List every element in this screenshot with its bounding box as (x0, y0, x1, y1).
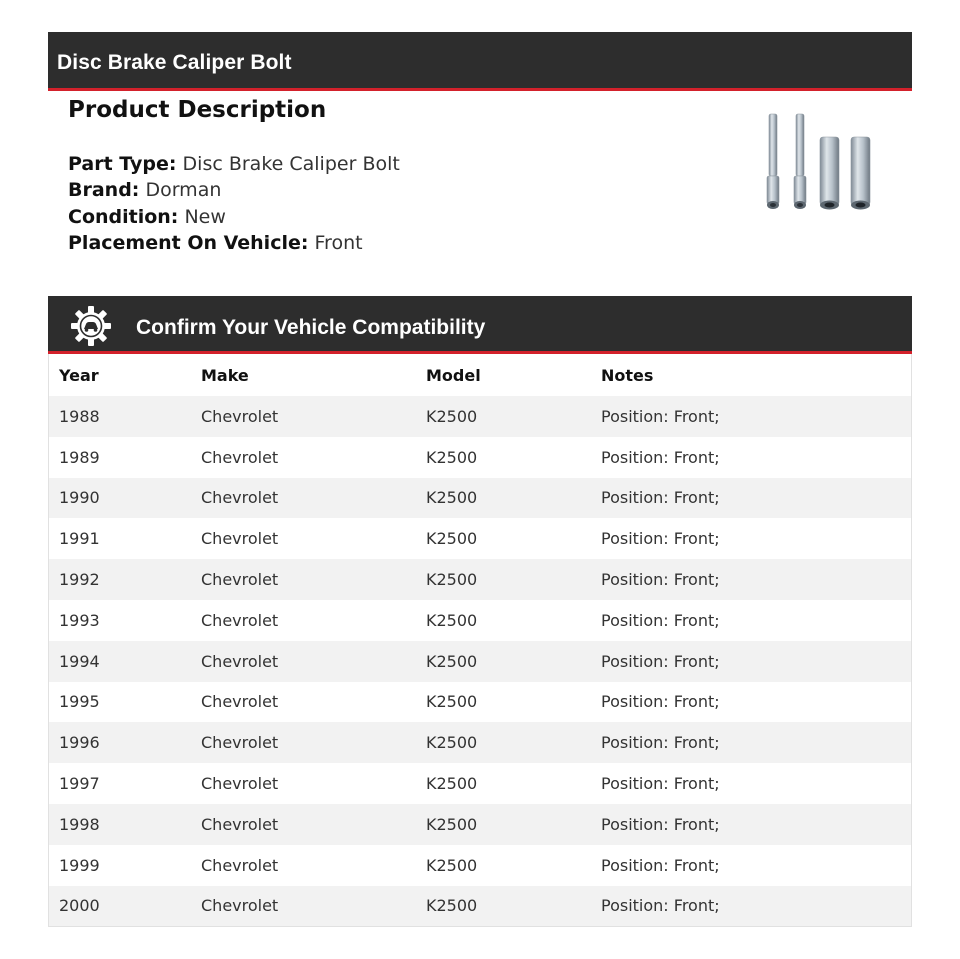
product-title-bar (48, 32, 912, 91)
cell-year: 1991 (59, 529, 100, 549)
cell-model: K2500 (426, 570, 478, 590)
table-body (49, 396, 911, 926)
cell-year: 1996 (59, 733, 100, 753)
cell-model: K2500 (426, 814, 478, 834)
cell-model: K2500 (426, 855, 478, 875)
cell-year: 1993 (59, 610, 100, 630)
cell-model: K2500 (426, 692, 478, 712)
table-row (49, 437, 911, 478)
table-row (49, 478, 911, 519)
table-row (49, 641, 911, 682)
spec-value: New (184, 205, 226, 228)
gear-car-icon (70, 305, 112, 347)
cell-notes: Position: Front; (601, 896, 720, 916)
spec-label: Condition: (68, 205, 179, 228)
cell-make: Chevrolet (201, 529, 279, 549)
description-heading: Product Description (68, 97, 327, 123)
spec-part-type (68, 151, 400, 177)
cell-model: K2500 (426, 774, 478, 794)
cell-make: Chevrolet (201, 814, 279, 834)
spec-list (68, 151, 400, 256)
cell-year: 1988 (59, 406, 100, 426)
table-row (49, 804, 911, 845)
cell-notes: Position: Front; (601, 529, 720, 549)
table-row (49, 763, 911, 804)
cell-notes: Position: Front; (601, 570, 720, 590)
table-row (49, 600, 911, 641)
table-row (49, 722, 911, 763)
cell-model: K2500 (426, 651, 478, 671)
table-row (49, 396, 911, 437)
spec-label: Part Type: (68, 153, 177, 175)
cell-notes: Position: Front; (601, 488, 720, 508)
cell-make: Chevrolet (201, 692, 279, 712)
table-header-row (49, 354, 911, 396)
cell-year: 1995 (59, 692, 100, 712)
cell-year: 1999 (59, 855, 100, 875)
cell-make: Chevrolet (201, 406, 279, 426)
cell-notes: Position: Front; (601, 610, 720, 630)
cell-make: Chevrolet (201, 733, 279, 753)
cell-model: K2500 (426, 896, 478, 916)
spec-label: Placement On Vehicle: (68, 231, 309, 254)
cell-year: 1998 (59, 814, 100, 834)
product-title: Disc Brake Caliper Bolt (57, 51, 292, 74)
bolt-long-1 (767, 114, 779, 209)
column-header-notes: Notes (601, 365, 654, 385)
cell-make: Chevrolet (201, 774, 279, 794)
cell-year: 1989 (59, 447, 100, 467)
table-row (49, 559, 911, 600)
spec-brand (68, 177, 400, 203)
cell-make: Chevrolet (201, 610, 279, 630)
cell-notes: Position: Front; (601, 447, 720, 467)
cell-make: Chevrolet (201, 896, 279, 916)
bolt-long-2 (794, 114, 806, 209)
spec-condition (68, 204, 400, 230)
cell-notes: Position: Front; (601, 814, 720, 834)
cell-year: 1994 (59, 651, 100, 671)
cell-model: K2500 (426, 447, 478, 467)
cell-notes: Position: Front; (601, 406, 720, 426)
table-row (49, 886, 911, 927)
column-header-year: Year (59, 365, 99, 385)
sleeve-2 (851, 137, 870, 210)
table-row (49, 845, 911, 886)
sleeve-1 (820, 137, 839, 210)
column-header-make: Make (201, 365, 249, 385)
cell-make: Chevrolet (201, 447, 279, 467)
column-header-model: Model (426, 365, 481, 385)
compatibility-title: Confirm Your Vehicle Compatibility (136, 316, 486, 339)
compatibility-table (48, 354, 912, 927)
cell-make: Chevrolet (201, 570, 279, 590)
cell-model: K2500 (426, 610, 478, 630)
cell-notes: Position: Front; (601, 774, 720, 794)
spec-value: Dorman (145, 179, 222, 202)
table-row (49, 518, 911, 559)
cell-make: Chevrolet (201, 651, 279, 671)
spec-label: Brand: (68, 179, 140, 202)
spec-placement (68, 230, 400, 256)
cell-notes: Position: Front; (601, 855, 720, 875)
product-image (760, 110, 880, 220)
cell-year: 1997 (59, 774, 100, 794)
cell-notes: Position: Front; (601, 733, 720, 753)
table-row (49, 682, 911, 723)
cell-make: Chevrolet (201, 488, 279, 508)
compatibility-bar (48, 296, 912, 354)
cell-notes: Position: Front; (601, 651, 720, 671)
spec-value: Front (314, 231, 363, 254)
cell-year: 2000 (59, 896, 100, 916)
cell-model: K2500 (426, 733, 478, 753)
spec-value: Disc Brake Caliper Bolt (182, 153, 400, 175)
cell-model: K2500 (426, 529, 478, 549)
cell-model: K2500 (426, 488, 478, 508)
cell-model: K2500 (426, 406, 478, 426)
cell-notes: Position: Front; (601, 692, 720, 712)
cell-year: 1990 (59, 488, 100, 508)
cell-year: 1992 (59, 570, 100, 590)
cell-make: Chevrolet (201, 855, 279, 875)
